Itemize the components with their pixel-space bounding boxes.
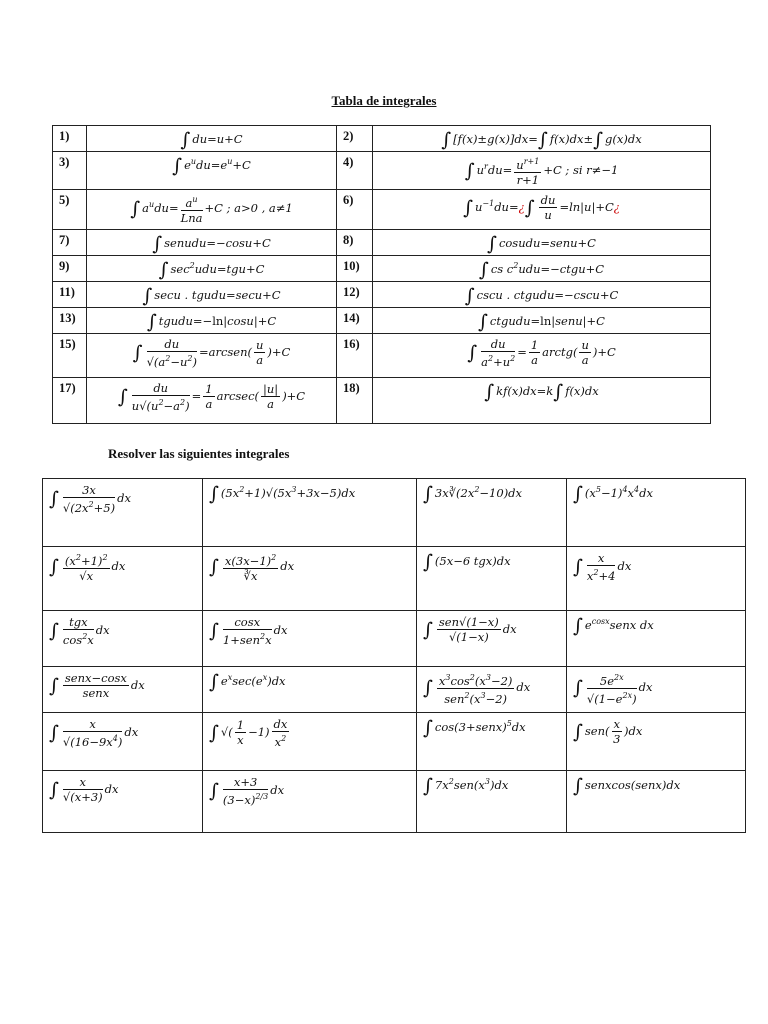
exercise-cell: ∫ cos(3+senx)$^5$dx [417, 713, 567, 771]
exercise-cell: ∫ senx−cosx senx dx [43, 667, 203, 713]
formula: ∫ secu . tgudu=secu+C [87, 282, 337, 308]
formula: ∫ $a^udu=$ $a^u$ Lna +C ; a>0 , a≠1 [87, 190, 337, 230]
formula: ∫ $u^{-1}du=¿\int$ $\frac{du}{u}$ =ln|u|+C¿ [373, 190, 711, 230]
formula-number: 15) [53, 334, 87, 378]
formula-number: 12) [337, 282, 373, 308]
formula: ∫ $e^udu=e^u+C$ [87, 152, 337, 190]
exercise-cell: ∫ $\frac{x+3}{(3-x)^{2/3}}$ dx [203, 771, 417, 833]
exercise-cell: ∫ (5x−6 tgx)dx [417, 547, 567, 611]
exercise-cell: ∫ senxcos(senx)dx [567, 771, 746, 833]
exercises-heading: Resolver las siguientes integrales [108, 446, 290, 461]
formula-number: 1) [53, 126, 87, 152]
exercise-cell: ∫ $\frac{(x^2+1)^2}{√x}$ dx [43, 547, 203, 611]
formula-number: 5) [53, 190, 87, 230]
exercise-cell: ∫ $\frac{5e^{2x}}{√(1-e^{2x})}$ dx [567, 667, 746, 713]
formula: ∫ kf(x)dx=k∫ f(x)dx [373, 378, 711, 424]
formula-number: 7) [53, 230, 87, 256]
formula-number: 6) [337, 190, 373, 230]
formula: ∫ tgudu=−ln|cosu|+C [87, 308, 337, 334]
formula: ∫ $u^rdu=$ $\frac{u^{r+1}}{r+1}$ +C ; si r≠−1 [373, 152, 711, 190]
exercise-cell: ∫ $\frac{x}{√(x+3)}$ dx [43, 771, 203, 833]
exercises-table [42, 478, 746, 833]
formula-number: 14) [337, 308, 373, 334]
formula-number: 4) [337, 152, 373, 190]
formula: ∫ cosudu=senu+C [373, 230, 711, 256]
exercise-cell: ∫ $e^{cosx}senx$ dx [567, 611, 746, 667]
exercise-cell: ∫ $(5x^2+1)√(5x^3+3x-5)dx$ [203, 479, 417, 547]
exercise-cell: ∫ $x^3\cos^2(x^3-2)$ $sen^2(x^3-2)$ dx [417, 667, 567, 713]
formula-number: 11) [53, 282, 87, 308]
formula-number: 8) [337, 230, 373, 256]
formula-number: 9) [53, 256, 87, 282]
exercise-cell: ∫ $\frac{x}{x^2+4}$ dx [567, 547, 746, 611]
exercise-cell: ∫ $\frac{x(3x-1)^2}{∛x}$ dx [203, 547, 417, 611]
formula-number: 18) [337, 378, 373, 424]
formula-number: 3) [53, 152, 87, 190]
formula: ∫ $\frac{du}{√(a^2-u^2)}$ =arcsen( $\frac{u}{a}$ )+C [87, 334, 337, 378]
formula-number: 16) [337, 334, 373, 378]
formula: ∫ cscu . ctgudu=−cscu+C [373, 282, 711, 308]
exercise-cell: ∫ sen( $\frac{x}{3}$ )dx [567, 713, 746, 771]
exercise-cell: ∫ $3x∛(2x^2-10)dx$ [417, 479, 567, 547]
formula: ∫ senudu=−cosu+C [87, 230, 337, 256]
exercise-cell: ∫ $\frac{3x}{√(2x^2+5)}$ dx [43, 479, 203, 547]
exercise-cell: ∫ sen√(1−x) √(1−x) dx [417, 611, 567, 667]
exercise-cell: ∫ cosx 1+sen$^2$x dx [203, 611, 417, 667]
exercise-cell: ∫ $7x^2sen(x^3)dx$ [417, 771, 567, 833]
exercise-cell: ∫ √( $\frac{1}{x}$ −1) $\frac{dx}{x^2}$ [203, 713, 417, 771]
formula: ∫ ctgudu=ln|senu|+C [373, 308, 711, 334]
formula-number: 17) [53, 378, 87, 424]
formula: ∫ cs $c^2udu=-ctgu+C$ [373, 256, 711, 282]
formula-number: 13) [53, 308, 87, 334]
exercise-cell: ∫ $(x^5-1)^4x^4dx$ [567, 479, 746, 547]
formula-number: 2) [337, 126, 373, 152]
formula: ∫ $\sec^2udu=tgu+C$ [87, 256, 337, 282]
formula: ∫ $\frac{du}{u√(u^2-a^2)}$ = $\frac{1}{a}$ arcsec( $\frac{|u|}{a}$ )+C [87, 378, 337, 424]
formula: ∫ [f(x)±g(x)]dx=∫ f(x)dx±∫ g(x)dx [373, 126, 711, 152]
exercise-cell: ∫ $e^x\sec(e^x)dx$ [203, 667, 417, 713]
exercise-cell: ∫ tgx $\cos^2x$ dx [43, 611, 203, 667]
formula-number: 10) [337, 256, 373, 282]
exercise-cell: ∫ $\frac{x}{√(16-9x^4)}$ dx [43, 713, 203, 771]
page-title: Tabla de integrales [331, 93, 437, 108]
formula: ∫ $\frac{du}{a^2+u^2}$ = $\frac{1}{a}$ arctg( $\frac{u}{a}$ )+C [373, 334, 711, 378]
formula: ∫ du=u+C [87, 126, 337, 152]
integral-table [52, 125, 711, 424]
